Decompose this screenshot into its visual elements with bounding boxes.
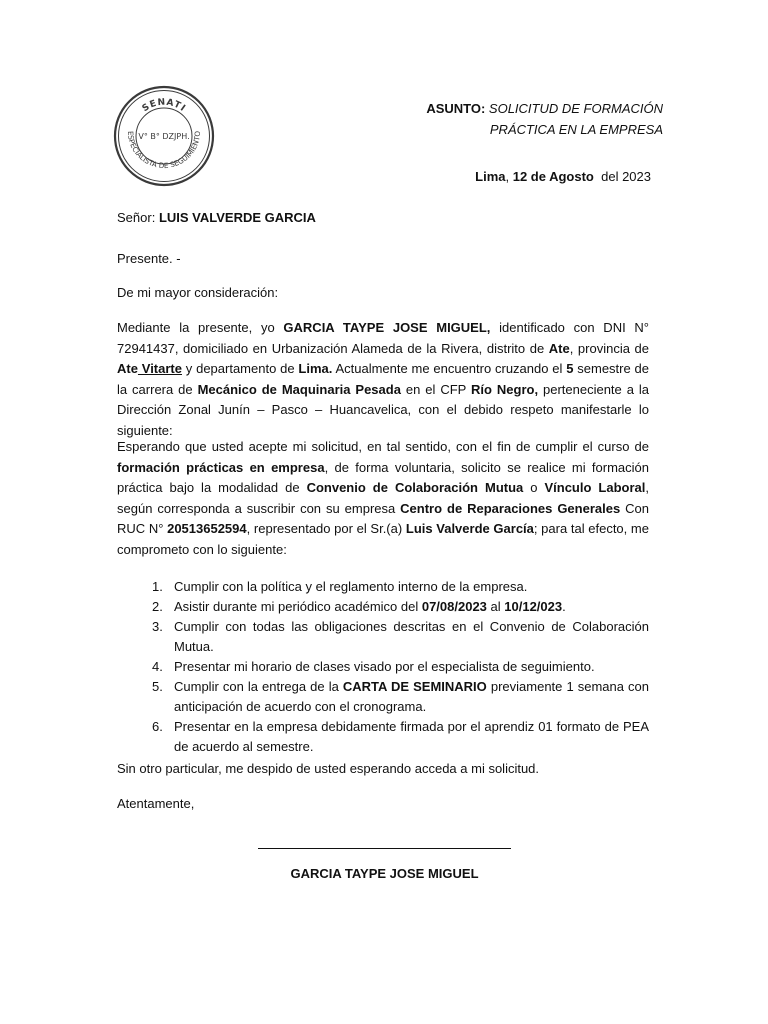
list-item bbox=[117, 717, 649, 757]
subject-block bbox=[400, 98, 663, 140]
stamp-ring-text: ESPECIALISTA DE SEGUIMIENTO bbox=[125, 130, 203, 171]
stamp-center-text: V° B° DZJPH. bbox=[138, 132, 190, 141]
request-text: Con RUC N° bbox=[117, 500, 649, 536]
list-item bbox=[117, 677, 649, 717]
presente-line: Presente. - bbox=[117, 251, 181, 266]
list-item bbox=[117, 597, 649, 617]
intro-text: identificado con DNI N° 72941437, domiciliado en Urbanización Alameda de la Rivera, distrito de bbox=[117, 320, 650, 356]
request-text: ; para tal efecto, me comprometo con lo siguiente: bbox=[117, 521, 649, 557]
svg-text:SENATI bbox=[141, 98, 188, 115]
province-part-b: Vitarte bbox=[137, 361, 182, 376]
career: Mecánico de Maquinaria Pesada bbox=[197, 381, 401, 397]
list-item-text: Cumplir con la entrega de la bbox=[174, 679, 343, 694]
seminar-letter: CARTA DE SEMINARIO bbox=[342, 679, 487, 694]
recipient-prefix: Señor: bbox=[117, 210, 156, 225]
province-part-a: Ate bbox=[117, 361, 138, 376]
request-text: , representado por el Sr.(a) bbox=[246, 521, 406, 536]
date-line: Lima, 12 de Agosto del 2023 bbox=[475, 169, 651, 184]
date-day-month: 12 de Agosto bbox=[512, 169, 594, 184]
end-date: 10/12/023 bbox=[504, 599, 563, 614]
list-number: 2. bbox=[152, 599, 163, 614]
list-item-text: Cumplir con la política y el reglamento interno de la empresa. bbox=[174, 579, 528, 594]
recipient-name: LUIS VALVERDE GARCIA bbox=[158, 210, 316, 225]
request-text: Esperando que usted acepte mi solicitud, en tal sentido, con el fin de cumplir el curso de bbox=[117, 439, 649, 454]
student-name: GARCIA TAYPE JOSE MIGUEL, bbox=[283, 320, 491, 335]
list-number: 4. bbox=[152, 659, 163, 674]
senati-stamp bbox=[112, 84, 216, 188]
course-name: formación prácticas en empresa bbox=[117, 459, 325, 475]
intro-text: semestre de la carrera de bbox=[117, 361, 649, 397]
list-number: 6. bbox=[152, 719, 163, 734]
signature-name: GARCIA TAYPE JOSE MIGUEL bbox=[290, 866, 479, 881]
request-text: o bbox=[523, 480, 545, 495]
intro-paragraph bbox=[117, 318, 649, 441]
closing-line: Sin otro particular, me despido de usted esperando acceda a mi solicitud. bbox=[117, 761, 540, 776]
list-item-text: Asistir durante mi periódico académico del bbox=[174, 599, 422, 614]
list-item bbox=[117, 577, 649, 597]
modality-2: Vínculo Laboral bbox=[544, 480, 646, 495]
list-item bbox=[117, 657, 649, 677]
list-item-text: previamente 1 semana con anticipación de acuerdo con el cronograma. bbox=[174, 679, 650, 714]
request-paragraph bbox=[117, 437, 649, 560]
department: Lima. bbox=[298, 361, 333, 376]
list-number: 1. bbox=[152, 579, 163, 594]
regards-line: Atentamente, bbox=[117, 796, 195, 811]
request-text: , según corresponda a suscribir con su empresa bbox=[117, 480, 649, 516]
date-year: del 2023 bbox=[601, 169, 651, 184]
subject-line1: SOLICITUD DE FORMACIÓN bbox=[488, 101, 663, 116]
recipient-line bbox=[117, 208, 649, 229]
stamp-top-text: SENATI bbox=[140, 97, 188, 115]
subject-line2: PRÁCTICA EN LA EMPRESA bbox=[489, 122, 663, 137]
subject-label: ASUNTO: bbox=[426, 101, 486, 116]
semester: 5 bbox=[566, 361, 574, 376]
modality-1: Convenio de Colaboración Mutua bbox=[306, 480, 524, 495]
list-number: 3. bbox=[152, 619, 163, 634]
date-city: Lima bbox=[475, 169, 506, 184]
commitments-list bbox=[117, 577, 649, 757]
start-date: 07/08/2023 bbox=[421, 599, 487, 614]
company-ruc: 20513652594 bbox=[167, 521, 247, 536]
list-item bbox=[117, 617, 649, 657]
signature-line bbox=[258, 848, 511, 849]
request-text: , de forma voluntaria, solicito se realice mi formación práctica bajo la modalidad de bbox=[117, 459, 649, 495]
list-number: 5. bbox=[152, 679, 163, 694]
representative-name: Luis Valverde García bbox=[405, 521, 534, 536]
intro-text: Actualmente me encuentro cruzando el bbox=[332, 361, 567, 376]
company-name: Centro de Reparaciones Generales bbox=[400, 500, 621, 516]
list-item-text: al bbox=[486, 599, 505, 614]
cfp-name: Río Negro, bbox=[471, 381, 539, 397]
list-item-text: . bbox=[562, 599, 566, 614]
intro-text: en el CFP bbox=[400, 381, 472, 397]
list-item-text: Cumplir con todas las obligaciones descritas en el Convenio de Colaboración Mutua. bbox=[174, 619, 649, 654]
list-item-text: Presentar mi horario de clases visado por el especialista de seguimiento. bbox=[174, 659, 595, 674]
intro-text: , provincia de bbox=[569, 340, 650, 356]
list-item-text: Presentar en la empresa debidamente firmada por el aprendiz 01 formato de PEA de acuerdo al semestre. bbox=[174, 719, 649, 754]
intro-text: y departamento de bbox=[181, 361, 299, 376]
district: Ate bbox=[548, 340, 570, 356]
greeting-line: De mi mayor consideración: bbox=[117, 285, 279, 300]
intro-text: perteneciente a la Dirección Zonal Junín – Pasco – Huancavelica, con el debido respeto manifestarle lo siguiente: bbox=[117, 381, 649, 438]
intro-text: Mediante la presente, yo bbox=[117, 320, 284, 335]
